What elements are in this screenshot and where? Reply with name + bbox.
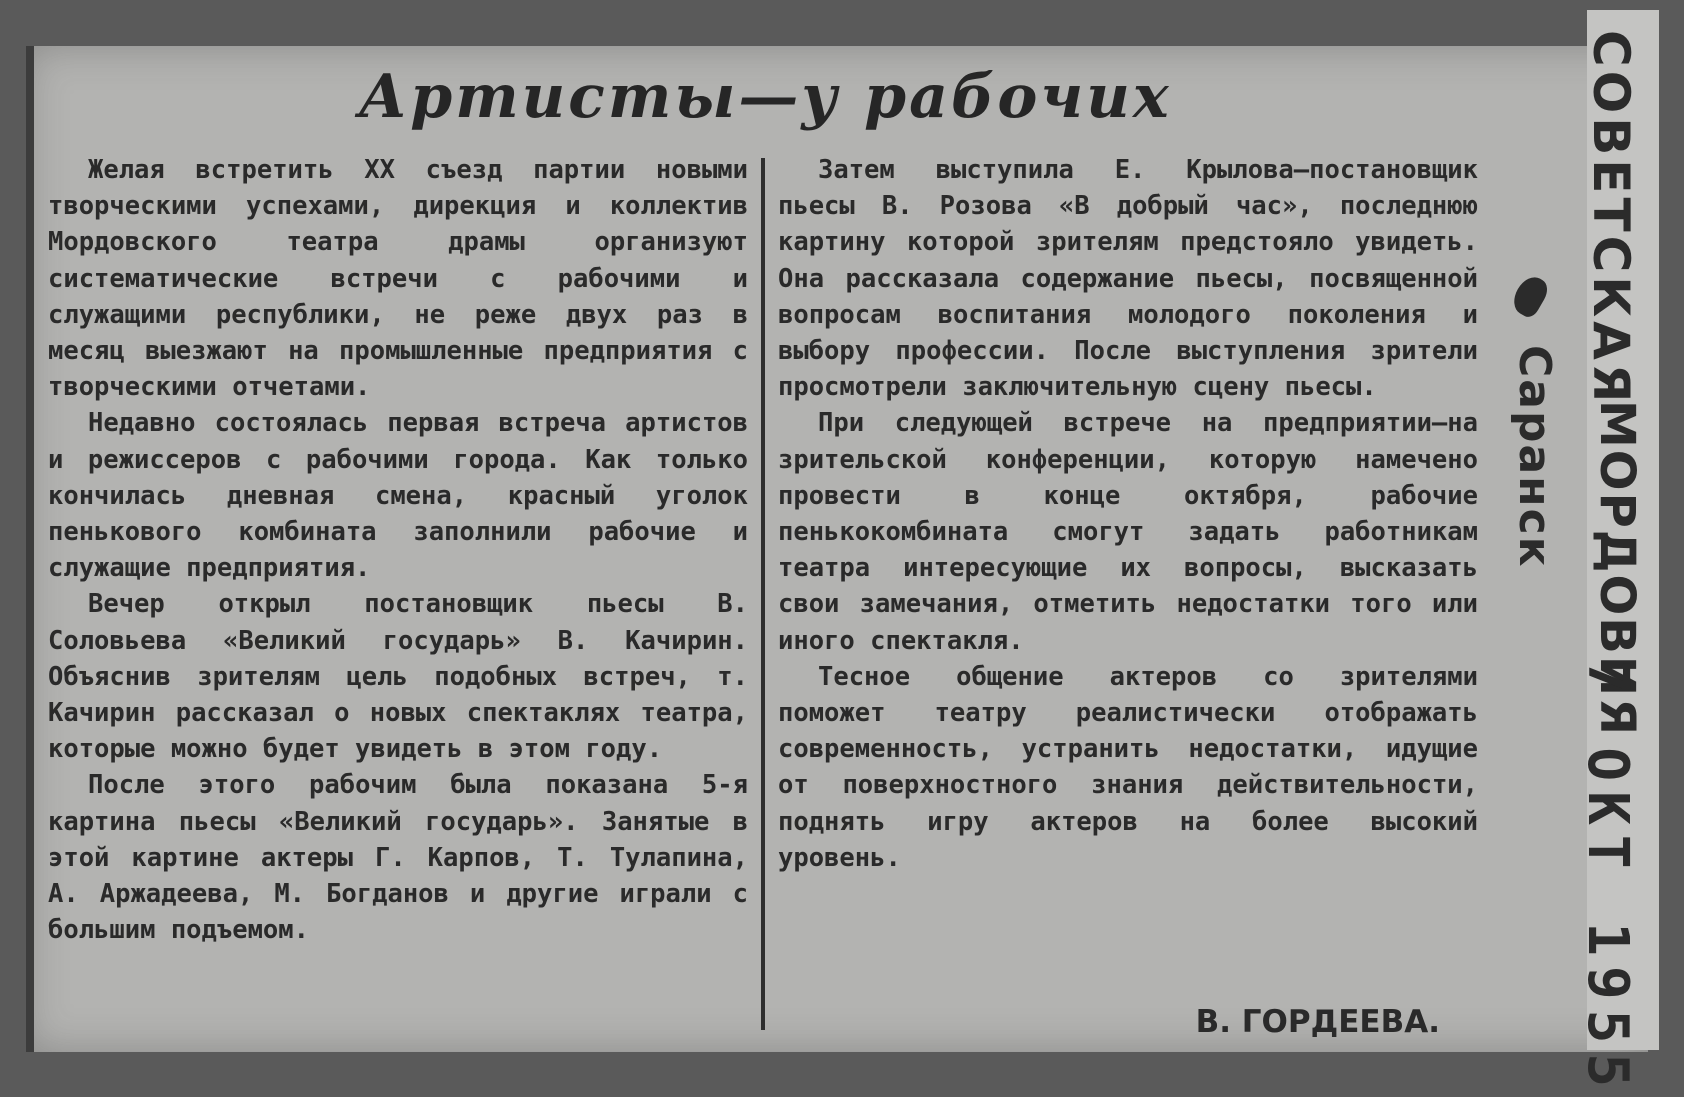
- paragraph: Вечер открыл постановщик пьесы В. Соловьева «Великий государь» В. Качирин. Объяснив зрителям цель подобных встреч, т. Качирин рассказал о новых спектаклях театра, которые можно будет увидеть в этом году.: [48, 589, 748, 765]
- left-column: [48, 152, 748, 948]
- paragraph: После этого рабочим была показана 5-я картина пьесы «Великий государь». Занятые в этой картине актеры Г. Карпов, Т. Тулапина, А. Аржадеева, М. Богданов и другие играли с большим подъемом.: [48, 770, 748, 946]
- column-divider: [761, 158, 765, 1030]
- paragraph: Тесное общение актеров со зрителями поможет театру реалистически отображать современность, устранить недостатки, идущие от поверхностного знания действительности, поднять игру актеров на более высокий уровень.: [778, 661, 1478, 873]
- paragraph: Недавно состоялась первая встреча артистов и режиссеров с рабочими города. Как только кончилась дневная смена, красный уголок пенькового комбината заполнили рабочие и служащие предприятия.: [48, 408, 748, 584]
- paragraph: При следующей встрече на предприятии—на зрительской конференции, которую намечено провести в конце октября, рабочие пенькокомбината смогут задать работникам театра интересующие их вопросы, высказать свои замечания, отметить недостатки того или иного спектакля.: [778, 408, 1478, 656]
- stamp-newspaper-line2: МОРДОВИЯ: [1589, 400, 1645, 738]
- right-column: [778, 152, 1478, 876]
- paragraph: Желая встретить XX съезд партии новыми творческими успехами, дирекция и коллектив Мордовского театра драмы организуют систематические встречи с рабочими и служащими республики, не реже двух раз в месяц выезжают на промышленные предприятия с творческими отчетами.: [48, 155, 748, 403]
- stamp-newspaper-line1: СОВЕТСКАЯ: [1582, 30, 1640, 407]
- stamp-city: Саранск: [1509, 345, 1560, 569]
- paragraph: Затем выступила Е. Крылова—постановщик пьесы В. Розова «В добрый час», последнюю картину которой зрителям предстояло увидеть. Она рассказала содержание пьесы, посвященной вопросам воспитания молодого поколения и выбору профессии. После выступления зрители просмотрели заключительную сцену пьесы.: [778, 155, 1478, 403]
- article-title: Артисты—у рабочих: [358, 62, 1172, 132]
- clipping-edge: [26, 46, 34, 1052]
- stamp-date: 7 ОКТ 1955: [1575, 660, 1640, 1097]
- author-signature: В. ГОРДЕЕВА.: [1195, 1004, 1440, 1040]
